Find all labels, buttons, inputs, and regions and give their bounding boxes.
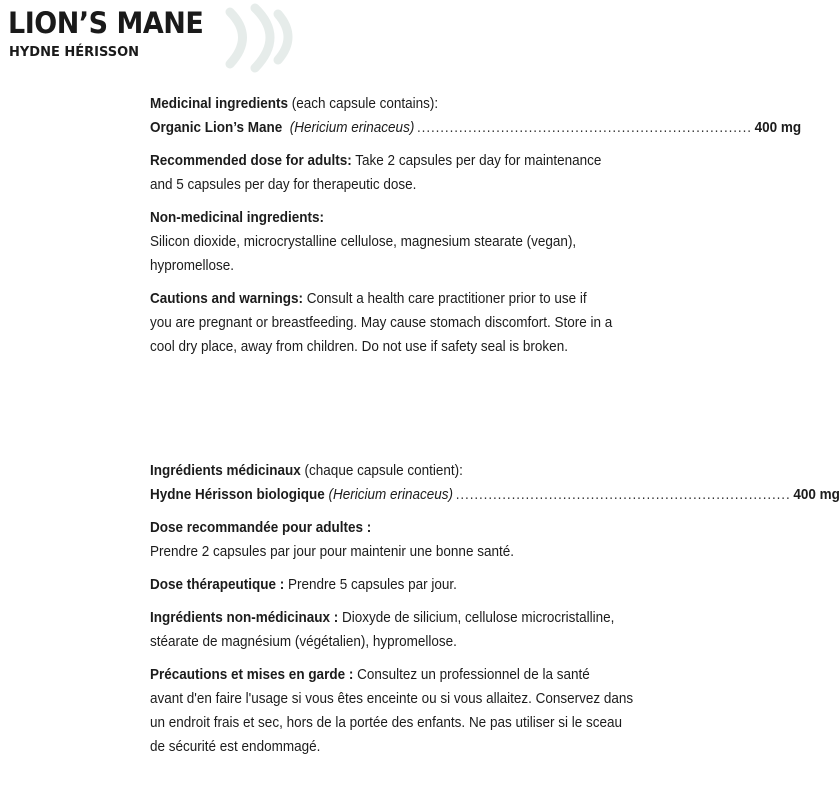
product-subtitle: HYDNE HÉRISSON: [9, 45, 140, 60]
ingredient-amount: 400 mg: [754, 119, 802, 136]
section-text: and 5 capsules per day for therapeutic dose.: [150, 176, 417, 193]
ingredient-name: Hydne Hérisson biologique: [150, 486, 325, 503]
section-text: hypromellose.: [150, 257, 235, 274]
english-label: [150, 92, 802, 359]
cautions-section: [150, 287, 618, 359]
dose-section: [150, 149, 618, 197]
section-heading: Dose recommandée pour adultes :: [150, 519, 372, 536]
ingredient-amount: 400 mg: [793, 486, 840, 503]
section-text: Dioxyde de silicium, cellulose microcristalline,: [338, 609, 615, 626]
cautions-section-fr: [150, 663, 634, 759]
section-heading: Cautions and warnings:: [150, 290, 304, 307]
section-text: avant d'en faire l'usage si vous êtes enceinte ou si vous allaitez. Conservez dans: [150, 690, 634, 707]
section-heading: Recommended dose for adults:: [150, 152, 352, 169]
medicinal-ingredients-section: [150, 92, 618, 116]
section-heading: Ingrédients non-médicinaux :: [150, 609, 339, 626]
section-text: cool dry place, away from children. Do not use if safety seal is broken.: [150, 338, 568, 355]
leaf-swirl-icon: [200, 2, 300, 72]
section-heading: Précautions et mises en garde :: [150, 666, 354, 683]
latin-name: (Hericium erinaceus): [289, 119, 415, 136]
section-text: stéarate de magnésium (végétalien), hypromellose.: [150, 633, 457, 650]
section-text: de sécurité est endommagé.: [150, 738, 321, 755]
section-text: Silicon dioxide, microcrystalline cellulose, magnesium stearate (vegan),: [150, 233, 577, 250]
section-text: you are pregnant or breastfeeding. May cause stomach discomfort. Store in a: [150, 314, 613, 331]
section-heading: Non-medicinal ingredients:: [150, 209, 325, 226]
non-medicinal-section-fr: [150, 606, 618, 654]
product-title: LION’S MANE: [8, 6, 204, 40]
section-text: Prendre 5 capsules par jour.: [284, 576, 457, 593]
dot-leader: ........................................................................: [455, 486, 791, 503]
section-heading: Dose thérapeutique :: [150, 576, 285, 593]
non-medicinal-section: [150, 206, 618, 278]
section-text: Consultez un professionnel de la santé: [353, 666, 590, 683]
section-text: un endroit frais et sec, hors de la portée des enfants. Ne pas utiliser si le sceau: [150, 714, 623, 731]
ingredient-line-fr: [150, 483, 840, 507]
section-text: Take 2 capsules per day for maintenance: [351, 152, 602, 169]
ingredient-line: [150, 116, 802, 140]
latin-name: (Hericium erinaceus): [328, 486, 454, 503]
section-text: Consult a health care practitioner prior to use if: [303, 290, 587, 307]
therapeutic-section-fr: [150, 573, 618, 597]
section-text: (chaque capsule contient):: [300, 462, 463, 479]
french-label: [150, 459, 840, 759]
dot-leader: ........................................................................: [417, 119, 752, 136]
section-text: Prendre 2 capsules par jour pour maintenir une bonne santé.: [150, 543, 514, 560]
dose-section-fr: [150, 516, 618, 564]
section-heading: Ingrédients médicinaux: [150, 462, 301, 479]
section-heading: Medicinal ingredients: [150, 95, 289, 112]
ingredient-name: Organic Lion’s Mane: [150, 119, 283, 136]
section-text: (each capsule contains):: [288, 95, 439, 112]
medicinal-ingredients-section-fr: [150, 459, 618, 483]
